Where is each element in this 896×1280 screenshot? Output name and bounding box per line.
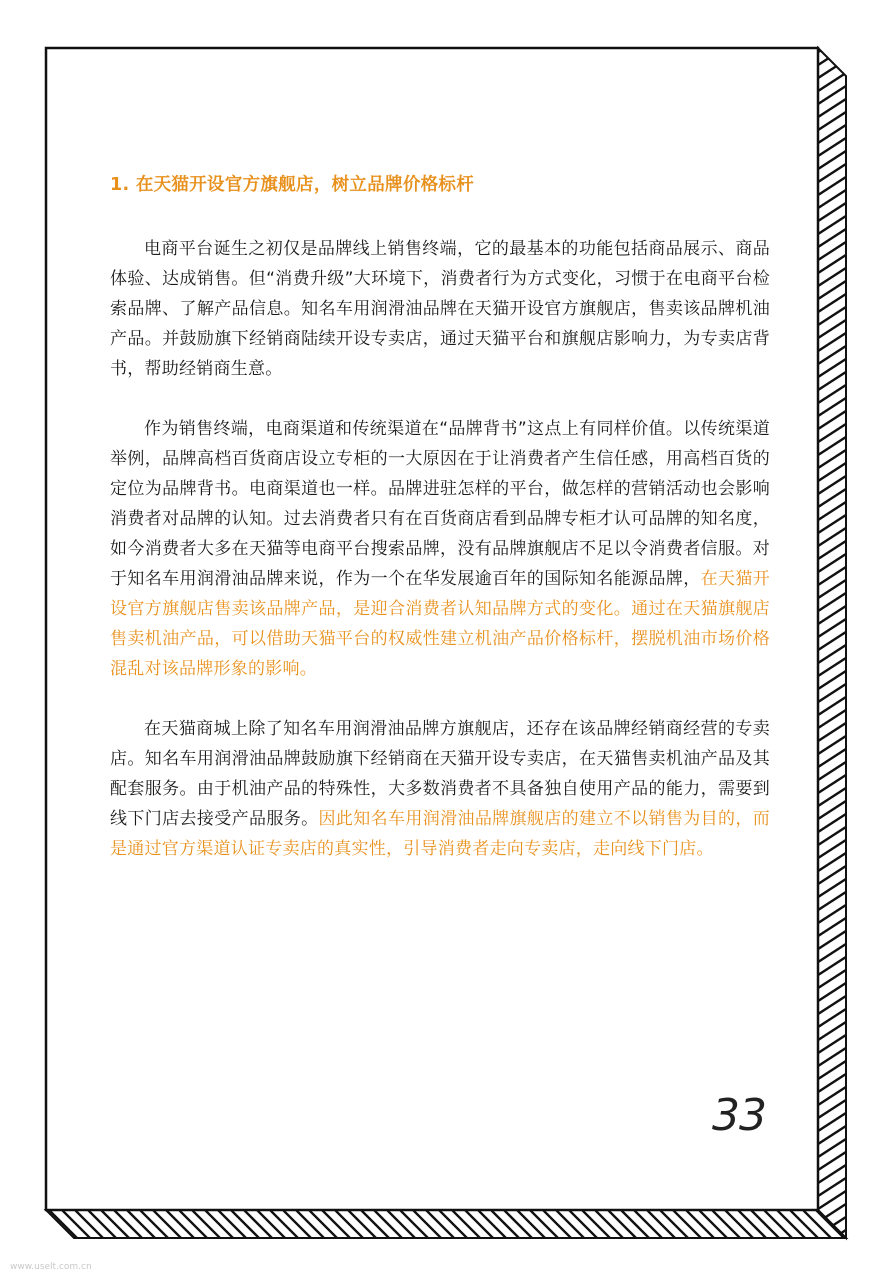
paragraph-3-text: 在天猫商城上除了知名车用润滑油品牌方旗舰店，还存在该品牌经销商经营的专卖店。知名车用润滑油品牌鼓励旗下经销商在天猫开设专卖店，在天猫售卖机油产品及其配套服务。由于机油产品的特殊性，大多数消费者不具备独自使用产品的能力，需要到线下门店去接受产品服务。: [110, 719, 770, 829]
paragraph-1-text: 电商平台诞生之初仅是品牌线上销售终端，它的最基本的功能包括商品展示、商品体验、达成销售。但“消费升级”大环境下，消费者行为方式变化，习惯于在电商平台检索品牌、了解产品信息。知名车用润滑油品牌在天猫开设官方旗舰店，售卖该品牌机油产品。并鼓励旗下经销商陆续开设专卖店，通过天猫平台和旗舰店影响力，为专卖店背书，帮助经销商生意。: [110, 239, 770, 379]
hatch-line: [862, 1204, 896, 1244]
hatch-line: [812, 1252, 852, 1278]
article-body: [110, 170, 770, 894]
paragraph-2-text: 作为销售终端，电商渠道和传统渠道在“品牌背书”这点上有同样价值。以传统渠道举例，品牌高档百货商店设立专柜的一大原因在于让消费者产生信任感，用高档百货的定位为品牌背书。电商渠道也一样。品牌进驻怎样的平台，做怎样的营销活动也会影响消费者对品牌的认知。过去消费者只有在百货商店看到品牌专柜才认可品牌的知名度，如今消费者大多在天猫等电商平台搜索品牌，没有品牌旗舰店不足以令消费者信服。对于知名车用润滑油品牌来说，作为一个在华发展逾百年的国际知名能源品牌，: [110, 419, 770, 589]
paragraph-2-highlight: 在天猫开设官方旗舰店售卖该品牌产品，是迎合消费者认知品牌方式的变化。通过在天猫旗舰店售卖机油产品，可以借助天猫平台的权威性建立机油产品价格标杆，摆脱机油市场价格混乱对该品牌形象的影响。: [110, 569, 771, 679]
paragraph-3-highlight: 因此知名车用润滑油品牌旗舰店的建立不以销售为目的，而是通过官方渠道认证专卖店的真实性，引导消费者走向专卖店，走向线下门店。: [110, 809, 771, 859]
hatch-line: [875, 1204, 896, 1244]
paragraph-1: [110, 234, 770, 384]
paragraph-3: [110, 714, 770, 864]
page-number: 33: [712, 1090, 766, 1141]
hatch-line: [849, 1204, 889, 1244]
right-band-outline: [818, 48, 846, 1238]
section-heading: 1. 在天猫开设官方旗舰店，树立品牌价格标杆: [110, 175, 475, 195]
watermark: www.uselt.com.cn: [10, 1262, 92, 1272]
paragraph-2: [110, 414, 770, 684]
hatch-line: [812, 1239, 852, 1265]
